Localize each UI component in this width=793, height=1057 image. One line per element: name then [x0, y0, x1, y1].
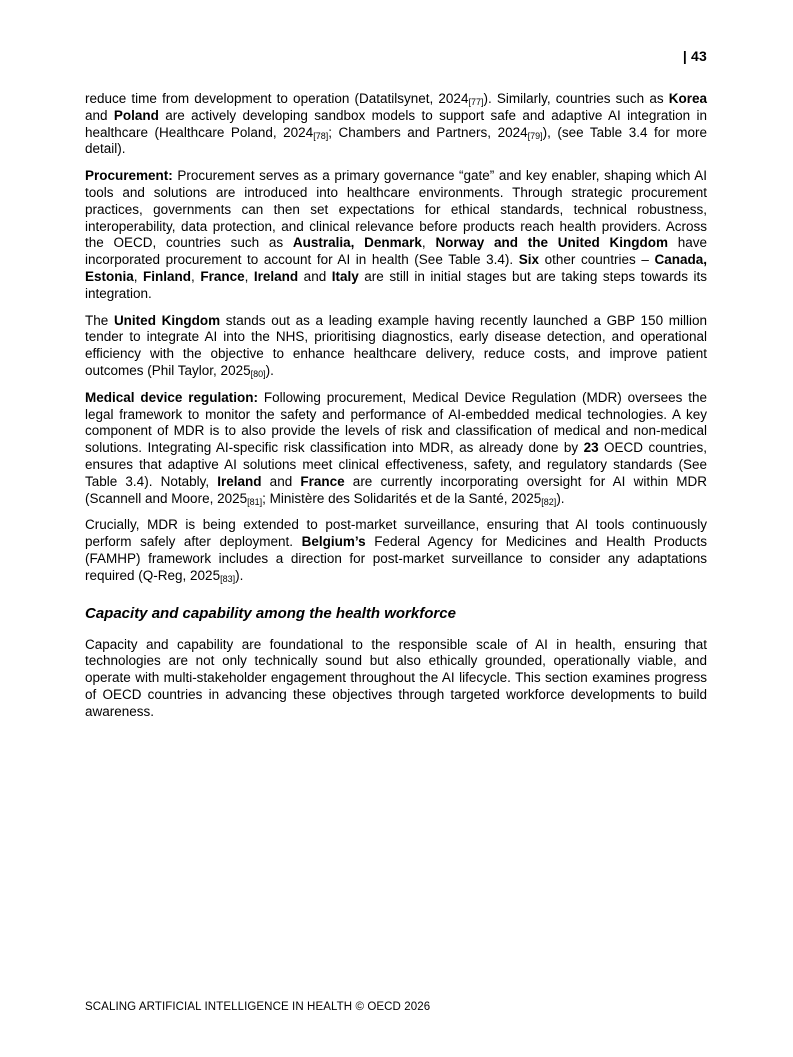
page-header [85, 48, 707, 66]
footer-text: SCALING ARTIFICIAL INTELLIGENCE IN HEALTH © OECD 2026 [85, 1001, 431, 1013]
paragraph-sandbox-models: reduce time from development to operation (Datatilsynet, $2024_{[77]}$). Similarly, countries such as Korea and Poland are actively developing sandbox models to support safe and adaptive AI integration in healthcare (Healthcare Poland, $2024_{[78]}$; Chambers and Partners, $2024_{[79]}$), (see Table 3.4 for more detail). [85, 91, 707, 157]
paragraph-procurement: Procurement: Procurement serves as a primary governance “gate” and key enabler, shaping which AI tools and solutions are introduced into healthcare environments. Through strategic procurement practices, governments can then set expectations for ethical standards, technical robustness, interoperability, data protection, and clinical relevance before products reach health providers. Across the OECD, countries such as Australia, Denmark, Norway and the United Kingdom have incorporated procurement to account for AI in health (See Table 3.4). Six other countries – Canada, Estonia, Finland, France, Ireland and Italy are still in initial stages but are taking steps towards its integration. [85, 168, 707, 301]
paragraph-post-market-surveillance: Crucially, MDR is being extended to post-market surveillance, ensuring that AI tools continuously perform safely after deployment. Belgium’s Federal Agency for Medicines and Health Products (FAMHP) framework includes a direction for post-market surveillance to consider any adaptations required (Q-Reg, $2025_{[83]}$). [85, 517, 707, 584]
page-number: | 43 [682, 48, 707, 64]
page-footer [85, 997, 707, 1015]
section-heading: Capacity and capability among the health workforce [85, 604, 456, 622]
paragraph-capacity-capability: Capacity and capability are foundational to the responsible scale of AI in health, ensuring that technologies are not only technically sound but also ethically grounded, operationally viable, and operate with multi-stakeholder engagement throughout the AI lifecycle. This section examines progress of OECD countries in advancing these objectives through targeted workforce developments to build awareness. [85, 636, 707, 719]
paragraph-united-kingdom-tender: The United Kingdom stands out as a leading example having recently launched a GBP 150 million tender to integrate AI into the NHS, prioritising diagnostics, early disease detection, and operational efficiency with the objective to enhance healthcare delivery, reduce costs, and improve patient outcomes (Phil Taylor, $2025_{[80]}$). [85, 312, 707, 379]
paragraph-medical-device-regulation: Medical device regulation: Following procurement, Medical Device Regulation (MDR) oversees the legal framework to monitor the safety and performance of AI-embedded medical technologies. A key component of MDR is to also provide the levels of risk and classification of medical and non-medical solutions. Integrating AI-specific risk classification into MDR, as already done by 23 OECD countries, ensures that adaptive AI solutions meet clinical effectiveness, safety, and regulatory standards (See Table 3.4). Notably, Ireland and France are currently incorporating oversight for AI within MDR (Scannell and Moore, $2025_{[81]}$; Ministère des Solidarités et de la Santé, $2025_{[82]}$). [85, 389, 707, 507]
page-content [85, 91, 707, 731]
